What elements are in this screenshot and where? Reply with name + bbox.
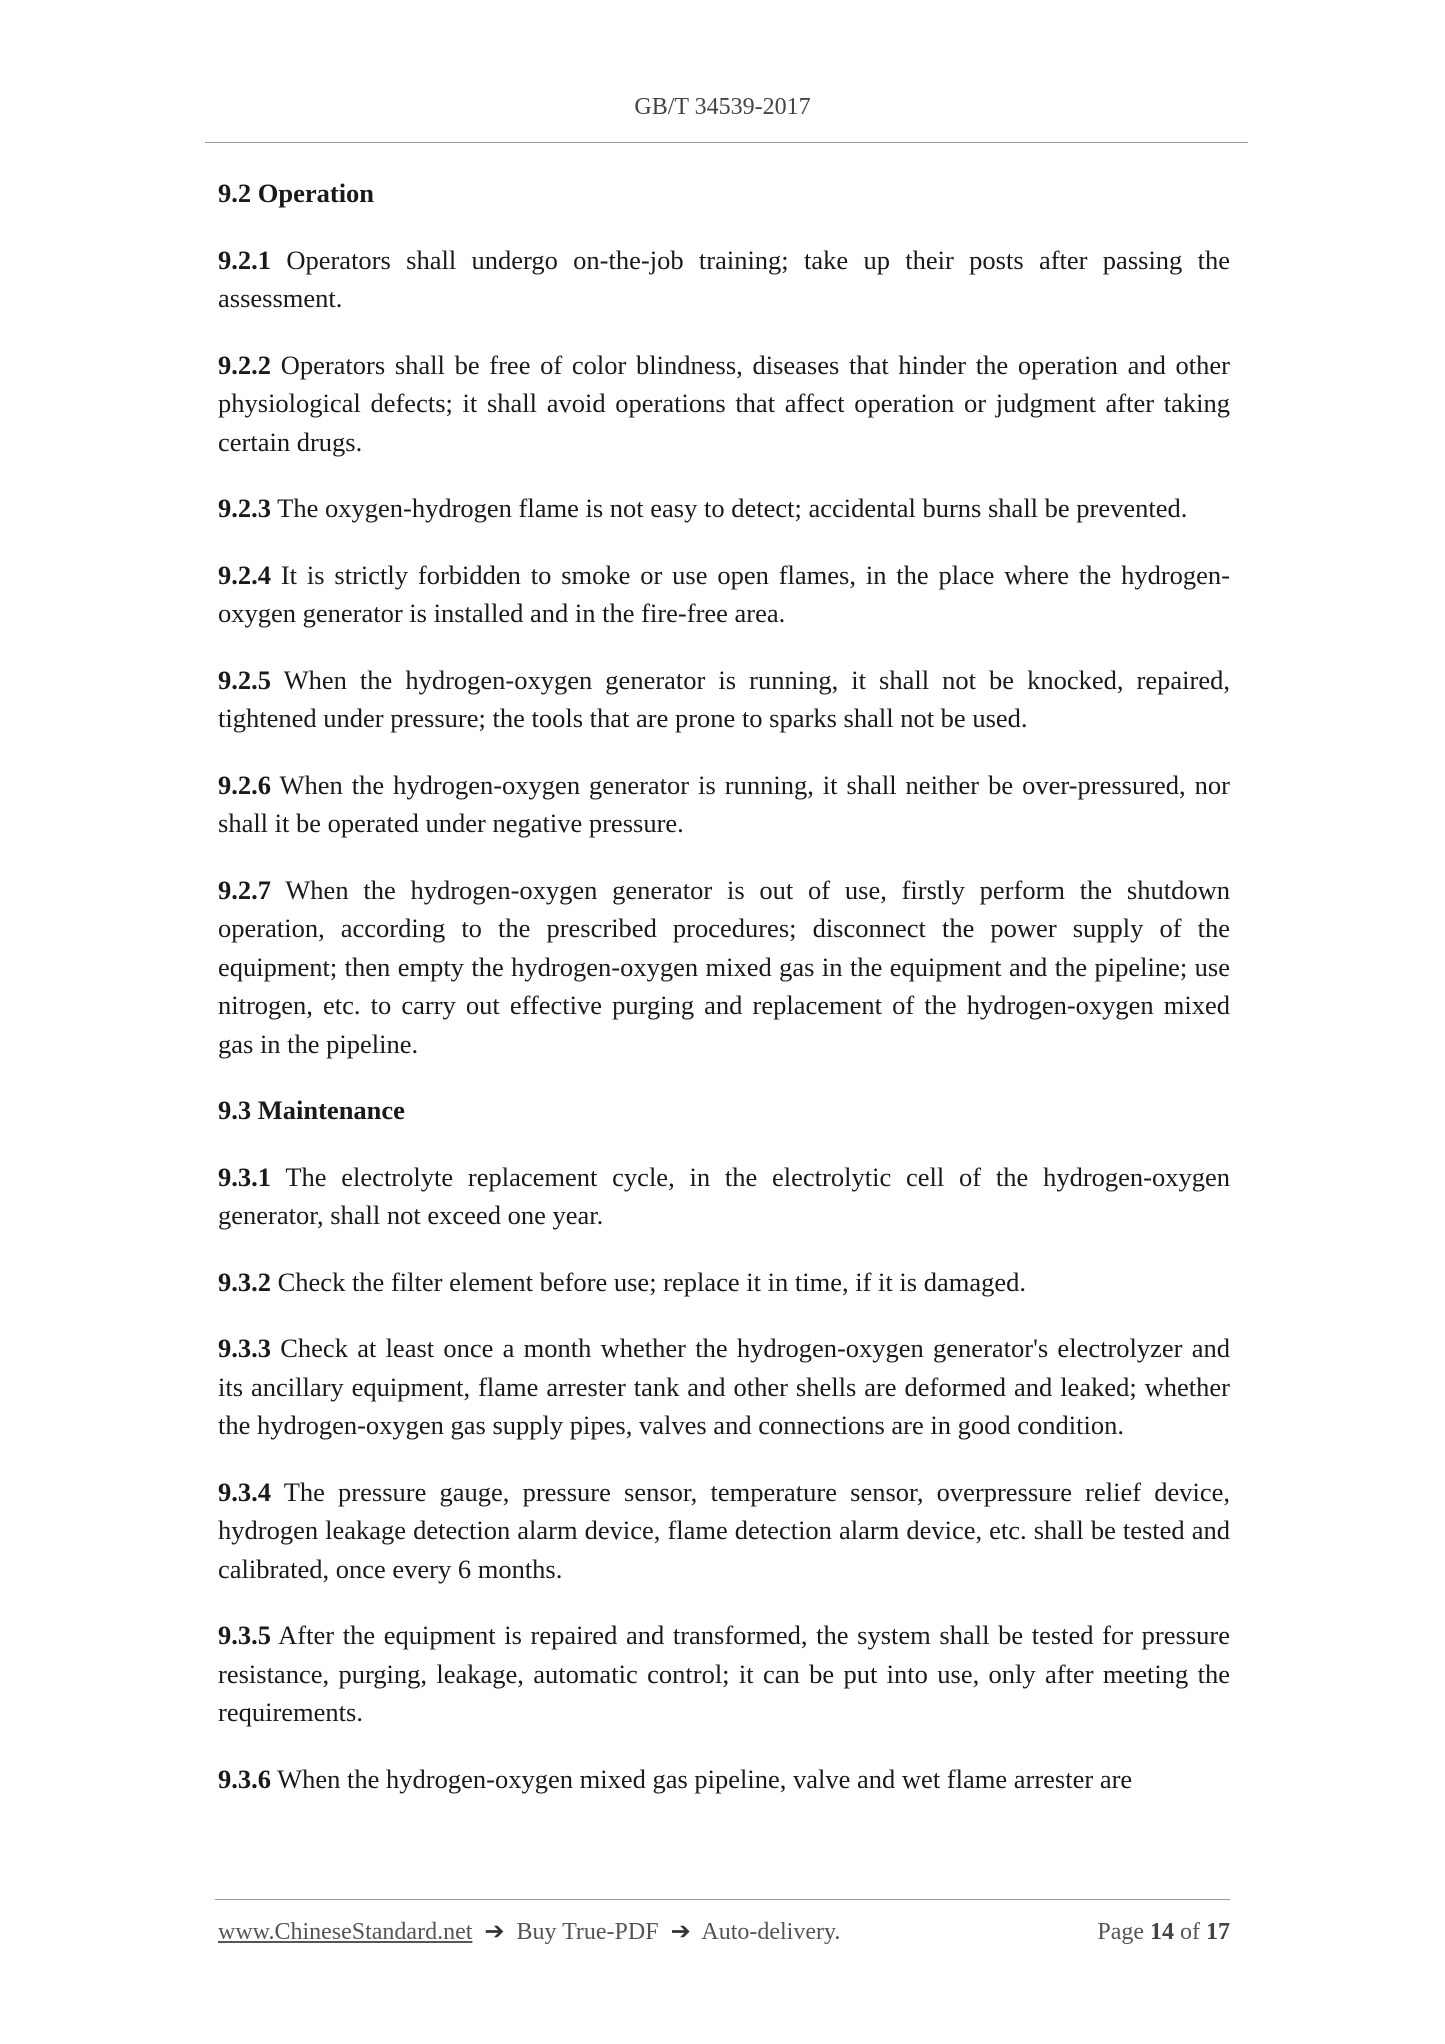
clause-paragraph: [218, 346, 1230, 462]
clause-text: The electrolyte replacement cycle, in the electrolytic cell of the hydrogen-oxygen generator, shall not exceed one year.: [218, 1161, 1230, 1230]
clause-number: 9.3.4: [218, 1476, 271, 1507]
header-divider: [205, 142, 1248, 143]
clause-number: 9.2.5: [218, 664, 271, 695]
clause-text: Operators shall be free of color blindness, diseases that hinder the operation and other physiological defects; it shall avoid operations that affect operation or judgment after taking certain drugs.: [218, 349, 1230, 457]
footer-links: [218, 1917, 840, 1946]
clause-number: 9.2.2: [218, 349, 271, 380]
page-of-label: of: [1180, 1919, 1200, 1945]
clause-text: The pressure gauge, pressure sensor, temperature sensor, overpressure relief device, hydrogen leakage detection alarm device, flame detection alarm device, etc. shall be tested and calibrated, once every 6 months.: [218, 1476, 1230, 1584]
page-label: Page: [1097, 1919, 1144, 1945]
clause-paragraph: [218, 1760, 1230, 1799]
section-heading-operation: [218, 174, 1230, 213]
clause-text: It is strictly forbidden to smoke or use open flames, in the place where the hydrogen-oxygen generator is installed and in the fire-free area.: [218, 559, 1230, 628]
clause-paragraph: [218, 1158, 1230, 1235]
clause-paragraph: [218, 1616, 1230, 1732]
clause-text: When the hydrogen-oxygen generator is running, it shall neither be over-pressured, nor shall it be operated under negative pressure.: [218, 769, 1230, 838]
page-footer: [218, 1917, 1230, 1946]
clause-paragraph: [218, 871, 1230, 1064]
clause-number: 9.3.6: [218, 1763, 271, 1794]
clause-number: 9.2.3: [218, 493, 271, 523]
arrow-right-icon: ➔: [484, 1919, 505, 1945]
clause-number: 9.2.1: [218, 244, 271, 275]
clause-number: 9.3.3: [218, 1333, 271, 1363]
footer-divider: [215, 1899, 1230, 1900]
clause-text: When the hydrogen-oxygen mixed gas pipeline, valve and wet flame arrester are: [277, 1763, 1133, 1794]
clause-text: When the hydrogen-oxygen generator is running, it shall not be knocked, repaired, tightened under pressure; the tools that are prone to sparks shall not be used.: [218, 664, 1230, 733]
clause-number: 9.3.1: [218, 1161, 271, 1192]
clause-paragraph: [218, 241, 1230, 318]
clause-number: 9.3.2: [218, 1266, 271, 1297]
clause-text: When the hydrogen-oxygen generator is out of use, firstly perform the shutdown operation, according to the prescribed procedures; disconnect the power supply of the equipment; then empty the hydrogen-oxygen mixed gas in the equipment and the pipeline; use nitrogen, etc. to carry out effective purging and replacement of the hydrogen-oxygen mixed gas in the pipeline.: [218, 874, 1230, 1059]
buy-true-pdf-text: Buy True-PDF: [516, 1919, 659, 1945]
clause-text: Check the filter element before use; replace it in time, if it is damaged.: [277, 1266, 1026, 1297]
clause-paragraph: [218, 1473, 1230, 1589]
section-number: 9.2: [218, 178, 252, 208]
clause-paragraph: [218, 1329, 1230, 1445]
clause-paragraph: [218, 489, 1230, 528]
arrow-right-icon: ➔: [670, 1919, 691, 1945]
clause-text: Operators shall undergo on-the-job training; take up their posts after passing the assessment.: [218, 244, 1231, 313]
clause-number: 9.3.5: [218, 1620, 271, 1650]
total-pages-number: 17: [1206, 1919, 1230, 1945]
section-number: 9.3: [218, 1095, 252, 1125]
clause-paragraph: [218, 766, 1230, 843]
document-id-header: GB/T 34539-2017: [634, 94, 811, 120]
clause-paragraph: [218, 556, 1230, 633]
clause-text: Check at least once a month whether the hydrogen-oxygen generator's electrolyzer and its ancillary equipment, flame arrester tank and other shells are deformed and leaked; whether the hydrogen-oxygen gas supply pipes, valves and connections are in good condition.: [218, 1333, 1230, 1440]
current-page-number: 14: [1150, 1919, 1174, 1945]
document-body: [218, 174, 1230, 1826]
section-heading-maintenance: [218, 1091, 1230, 1130]
clause-paragraph: [218, 1263, 1230, 1302]
clause-number: 9.2.6: [218, 769, 271, 800]
auto-delivery-text: Auto-delivery.: [701, 1919, 841, 1945]
page-indicator: [1097, 1919, 1230, 1946]
clause-number: 9.2.4: [218, 559, 271, 590]
clause-text: The oxygen-hydrogen flame is not easy to detect; accidental burns shall be prevented.: [277, 493, 1188, 523]
clause-text: After the equipment is repaired and transformed, the system shall be tested for pressure resistance, purging, leakage, automatic control; it can be put into use, only after meeting the requirements.: [218, 1620, 1230, 1727]
clause-paragraph: [218, 661, 1230, 738]
clause-number: 9.2.7: [218, 874, 271, 905]
section-title: Operation: [257, 178, 375, 208]
chinesestandard-link[interactable]: www.ChineseStandard.net: [218, 1919, 473, 1945]
section-title: Maintenance: [257, 1095, 405, 1125]
